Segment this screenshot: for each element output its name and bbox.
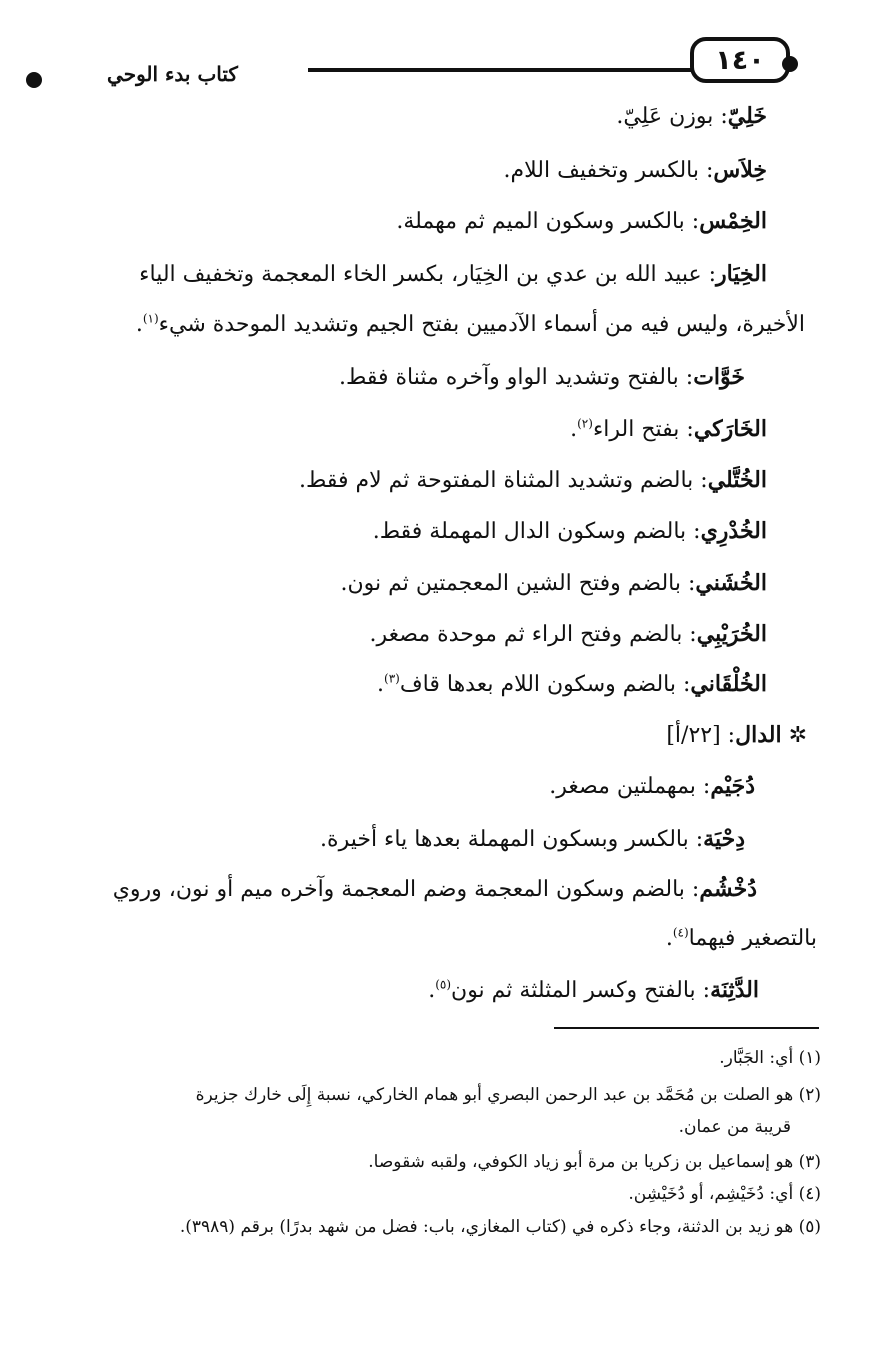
- entry-text: : بالكسر وبسكون المهملة بعدها ياء أخيرة.: [320, 827, 704, 852]
- footnote-reference[interactable]: (١): [142, 311, 159, 326]
- entry-text: : بالضم وتشديد المثناة المفتوحة ثم لام فقط.: [298, 468, 708, 493]
- entry-term: الخُشَني: [695, 570, 767, 596]
- entry-text: : بالضم وسكون اللام بعدها قاف: [399, 672, 691, 697]
- entry-text: بالتصغير فيهما: [688, 926, 817, 951]
- running-title: كتاب بدء الوحي: [107, 62, 238, 86]
- entry-al-khims: [396, 208, 767, 235]
- footnote-reference[interactable]: (٢): [577, 416, 593, 431]
- entry-al-khuttali: [299, 467, 767, 494]
- entry-text: : بالضم وسكون المعجمة وضم المعجمة وآخره ميم أو نون، وروي: [112, 877, 700, 902]
- entry-al-khulqani: الخُلْقَاني: بالضم وسكون اللام بعدها قاف$^{(٣)}$.: [377, 671, 767, 697]
- entry-term: الدَّثِنَة: [710, 977, 759, 1003]
- entry-term: الخُلْقَاني: [690, 671, 767, 697]
- entry-term: الخِيَار: [716, 261, 767, 287]
- entry-dukhshum: [113, 876, 757, 903]
- page-number: ١٤٠: [690, 37, 790, 83]
- section-marker-icon: ✲: [788, 723, 807, 748]
- entry-term: الخُرَيْبِي: [696, 621, 767, 647]
- entry-dujaym: [549, 773, 755, 800]
- entry-term: الخِمْس: [699, 208, 767, 234]
- footnote-5: (٥) هو زيد بن الدثنة، وجاء ذكره في (كتاب المغازي، باب: فضل من شهد بدرًا) برقم (٣٩٨٩).: [179, 1217, 821, 1237]
- entry-text: : بالفتح وتشديد الواو وآخره مثناة فقط.: [339, 365, 694, 390]
- footnote-reference[interactable]: (٣): [384, 671, 400, 686]
- entry-khawwat: [339, 364, 745, 391]
- entry-text: : بوزن عَلِيّ.: [616, 104, 728, 129]
- footnote-3: (٣) هو إسماعيل بن زكريا بن مرة أبو زياد الكوفي، ولقبه شقوصا.: [368, 1152, 821, 1172]
- footnote-1: (١) أي: الجَبَّار.: [719, 1048, 821, 1068]
- entry-al-khuraybi: [370, 621, 767, 648]
- entry-term: دِحْيَة: [703, 826, 745, 852]
- entry-text: : بمهملتين مصغر.: [549, 774, 711, 799]
- section-heading-dal: [666, 722, 807, 749]
- entry-term: خَلِيّ: [727, 103, 767, 129]
- entry-text: : عبيد الله بن عدي بن الخِيَار، بكسر الخاء المعجمة وتخفيف الياء: [139, 262, 717, 287]
- section-title: الدال: [735, 722, 782, 748]
- entry-al-khudri: [373, 518, 767, 545]
- footnote-reference[interactable]: (٥): [435, 977, 452, 992]
- footnote-2-continuation: قريبة من عمان.: [678, 1117, 791, 1137]
- entry-text: : بالكسر وسكون الميم ثم مهملة.: [396, 209, 700, 234]
- entry-al-khaaraki: الخَارَكي: بفتح الراء$^{(٢)}$.: [570, 416, 767, 442]
- entry-term: الخُدْرِي: [700, 518, 767, 544]
- entry-term: دُخْشُم: [699, 876, 757, 902]
- entry-term: الخَارَكي: [693, 416, 767, 442]
- entry-text: : بالكسر وتخفيف اللام.: [503, 158, 714, 183]
- entry-al-dathina: الدَّثِنَة: بالفتح وكسر المثلثة ثم نون$^{(٥)}$.: [428, 977, 759, 1003]
- entry-term: دُجَيْم: [710, 773, 755, 799]
- entry-al-khushani: [340, 570, 767, 597]
- entry-text: : بالضم وفتح الراء ثم موحدة مصغر.: [369, 622, 697, 647]
- entry-al-khiyar: [139, 261, 767, 288]
- entry-khilas: [504, 157, 767, 184]
- entry-text: : بفتح الراء: [592, 417, 694, 442]
- footnote-separator: [554, 1027, 819, 1029]
- entry-khali: [616, 103, 767, 130]
- section-folio: : [٢٢/أ]: [666, 723, 736, 748]
- entry-term: الخُتَّلي: [707, 467, 767, 493]
- entry-term: خَوَّات: [693, 364, 745, 390]
- entry-term: خِلاَس: [713, 157, 767, 183]
- entry-text: : بالفتح وكسر المثلثة ثم نون: [451, 978, 711, 1003]
- entry-al-khiyar-continuation: الأخيرة، وليس فيه من أسماء الآدميين بفتح الجيم وتشديد الموحدة شيء$^{(١)}$.: [135, 311, 805, 337]
- entry-dihya: [320, 826, 745, 853]
- entry-text: : بالضم وفتح الشين المعجمتين ثم نون.: [340, 571, 696, 596]
- footnote-4: (٤) أي: دُخَيْشِم، أو دُخَيْشِن.: [628, 1184, 821, 1204]
- entry-text: الأخيرة، وليس فيه من أسماء الآدميين بفتح الجيم وتشديد الموحدة شيء: [158, 312, 805, 337]
- entry-dukhshum-continuation: بالتصغير فيهما$^{(٤)}$.: [665, 925, 817, 951]
- footnote-2: (٢) هو الصلت بن مُحَمَّد بن عبد الرحمن البصري أبو همام الخاركي، نسبة إِلَى خارك جزيرة: [195, 1085, 821, 1105]
- entry-text: : بالضم وسكون الدال المهملة فقط.: [372, 519, 701, 544]
- footnote-reference[interactable]: (٤): [672, 925, 689, 940]
